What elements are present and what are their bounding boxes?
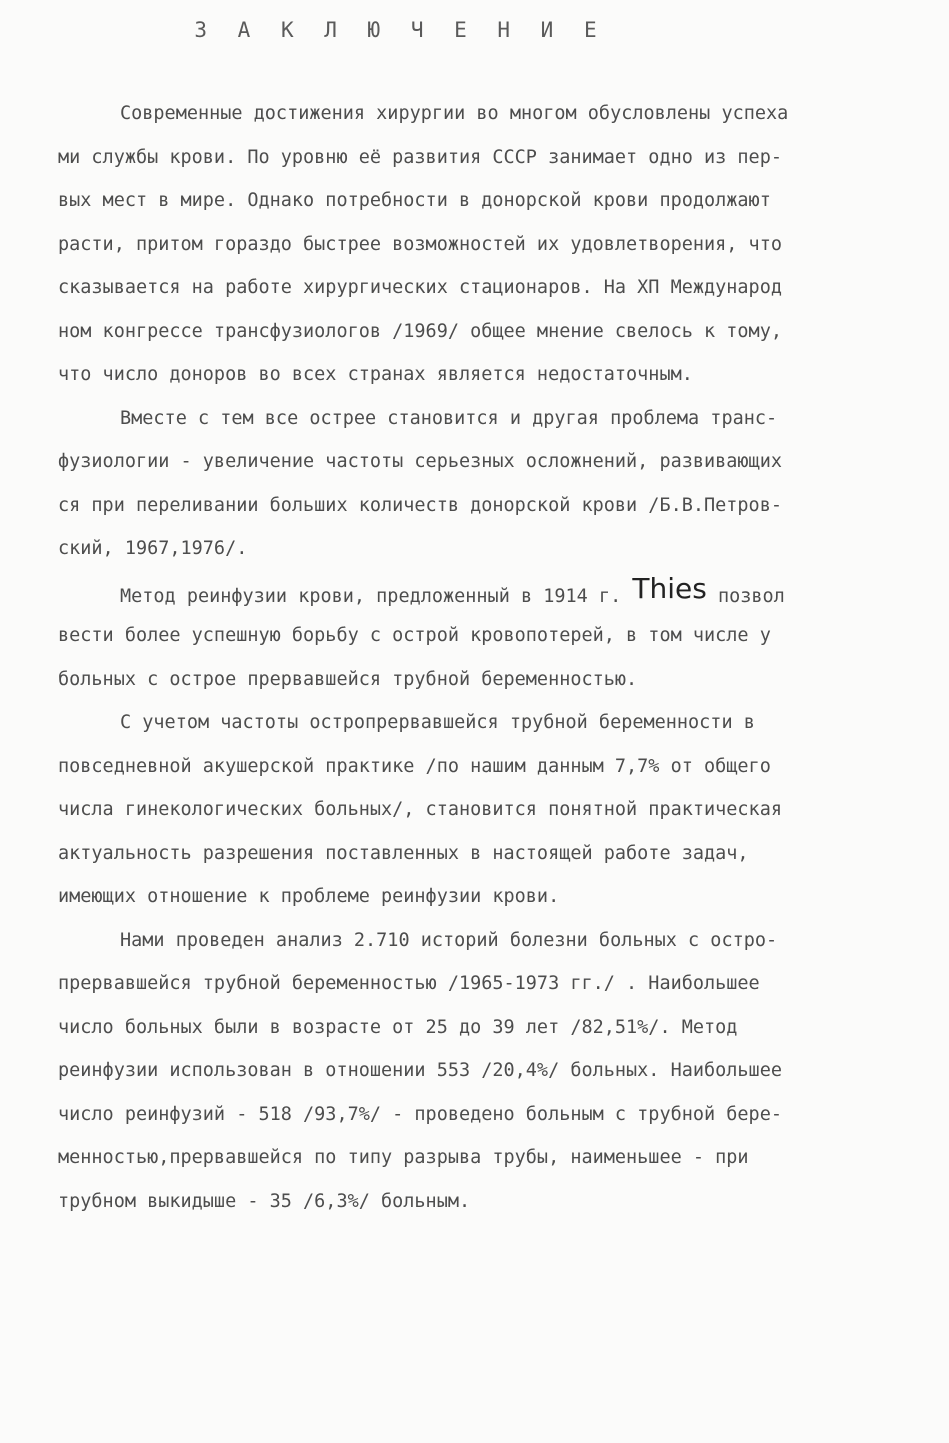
text-line: расти, притом гораздо быстрее возможностей их удовлетворения, что [58,233,782,255]
text-segment: Метод реинфузии крови, предложенный в 1914 г. [120,585,633,607]
text-line: прервавшейся трубной беременностью /1965-1973 гг./ . Наибольшее [58,973,760,994]
text-line: С учетом частоты остропрервавшейся трубной беременности в [120,712,755,733]
text-line: имеющих отношение к проблеме реинфузии крови. [58,886,560,907]
text-line: реинфузии использован в отношении 553 /20,4%/ больных. Наибольшее [58,1060,782,1081]
text-line: ся при переливании больших количеств донорской крови /Б.В.Петров- [58,494,782,516]
text-line: число больных были в возрасте от 25 до 39 лет /82,51%/. Метод [58,1016,738,1038]
text-line: вести более успешную борьбу с острой кровопотерей, в том числе у [58,625,771,646]
body-text [58,92,898,1223]
text-line: больных с острое прервавшейся трубной беременностью. [58,668,638,690]
page-title: З А К Л Ю Ч Е Н И Е [194,18,606,42]
text-line: ном конгрессе трансфузиологов /1969/ общее мнение свелось к тому, [58,320,782,342]
text-line: Вместе с тем все острее становится и другая проблема транс- [120,407,778,429]
text-line: менностью,прервавшейся по типу разрыва трубы, наименьшее - при [58,1147,749,1168]
text-line: повседневной акушерской практике /по нашим данным 7,7% от общего [58,755,771,777]
text-line: Современные достижения хирургии во многом обусловлены успеха [120,103,789,124]
text-line: сказывается на работе хирургических стационаров. На ХП Международ [58,277,782,298]
text-line: числа гинекологических больных/, становится понятной практическая [58,799,782,820]
text-line: трубном выкидыше - 35 /6,3%/ больным. [58,1190,471,1212]
text-segment: позвол [706,585,785,607]
text-line: актуальность разрешения поставленных в настоящей работе задач, [58,842,749,864]
text-line: число реинфузий - 518 /93,7%/ - проведено больным с трубной бере- [58,1103,782,1125]
text-line: Нами проведен анализ 2.710 историй болезни больных с остро- [120,929,778,951]
text-line: что число доноров во всех странах является недостаточным. [58,364,693,385]
text-line: вых мест в мире. Однако потребности в донорской крови продолжают [58,190,771,211]
handwritten-annotation: Thies [632,571,707,605]
text-line: ми службы крови. По уровню её развития СССР занимает одно из пер- [58,146,782,168]
text-line [58,571,898,615]
text-line: ский, 1967,1976/. [58,538,248,559]
text-line: фузиологии - увеличение частоты серьезных осложнений, развивающих [58,451,782,472]
